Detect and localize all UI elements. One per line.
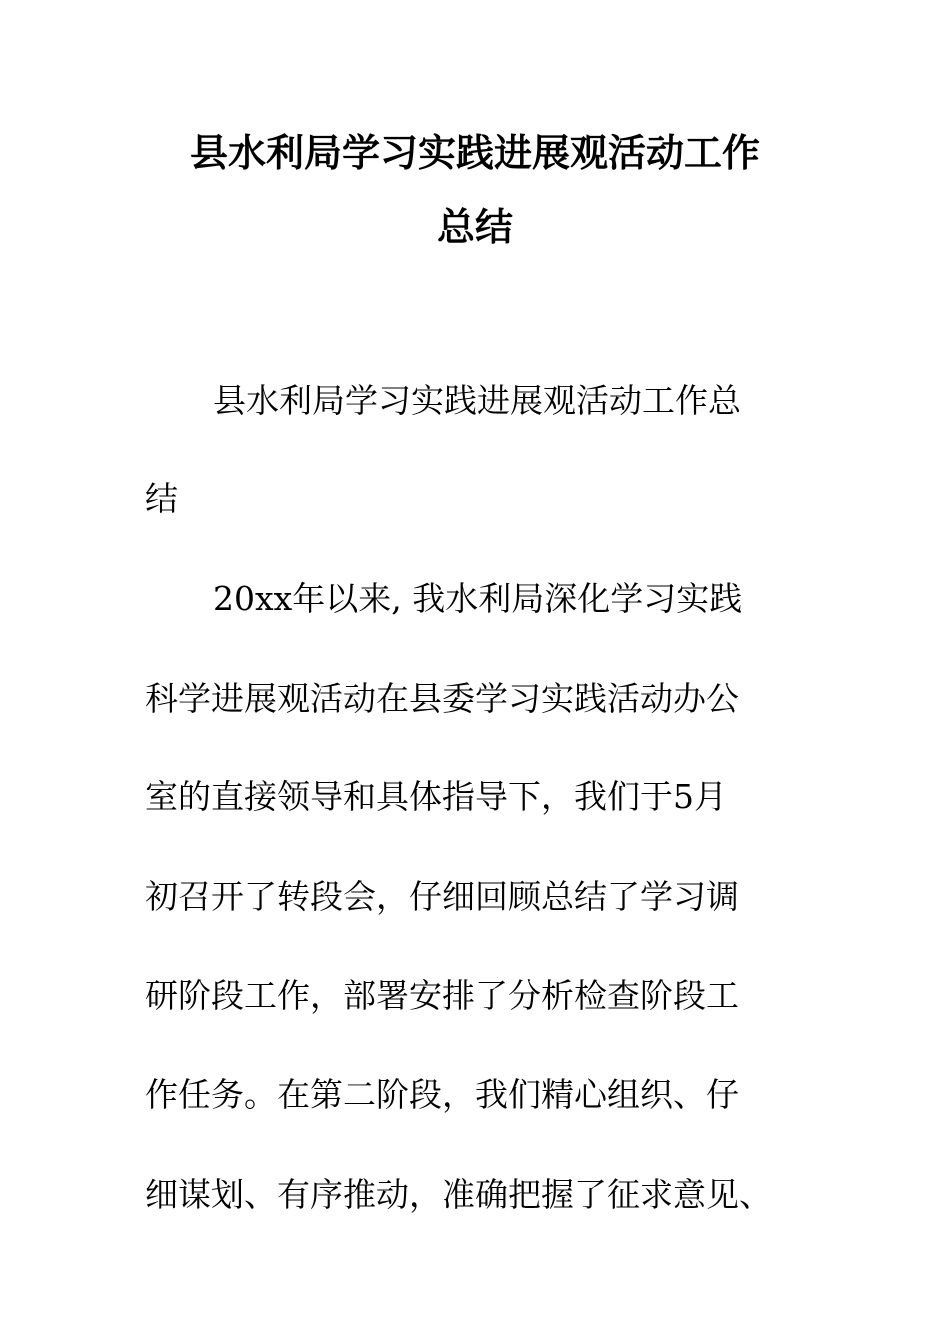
document-title-line-1: 县水利局学习实践进展观活动工作 <box>189 131 760 175</box>
body-line-7: 研阶段工作，部署安排了分析检查阶段工 <box>145 976 739 1015</box>
body-line-1: 县水利局学习实践进展观活动工作总 <box>213 381 741 420</box>
body-line-5: 室的直接领导和具体指导下，我们于5月 <box>145 777 727 816</box>
body-line-9: 细谋划、有序推动，准确把握了征求意见、 <box>145 1175 772 1214</box>
body-line-4: 科学进展观活动在县委学习实践活动办公 <box>145 679 739 718</box>
body-line-6: 初召开了转段会，仔细回顾总结了学习调 <box>145 877 739 916</box>
body-line-3: 20xx年以来, 我水利局深化学习实践 <box>213 579 743 618</box>
document-title-line-2: 总结 <box>436 205 513 249</box>
body-line-8: 作任务。在第二阶段，我们精心组织、仔 <box>145 1075 739 1114</box>
body-line-2: 结 <box>145 479 178 518</box>
